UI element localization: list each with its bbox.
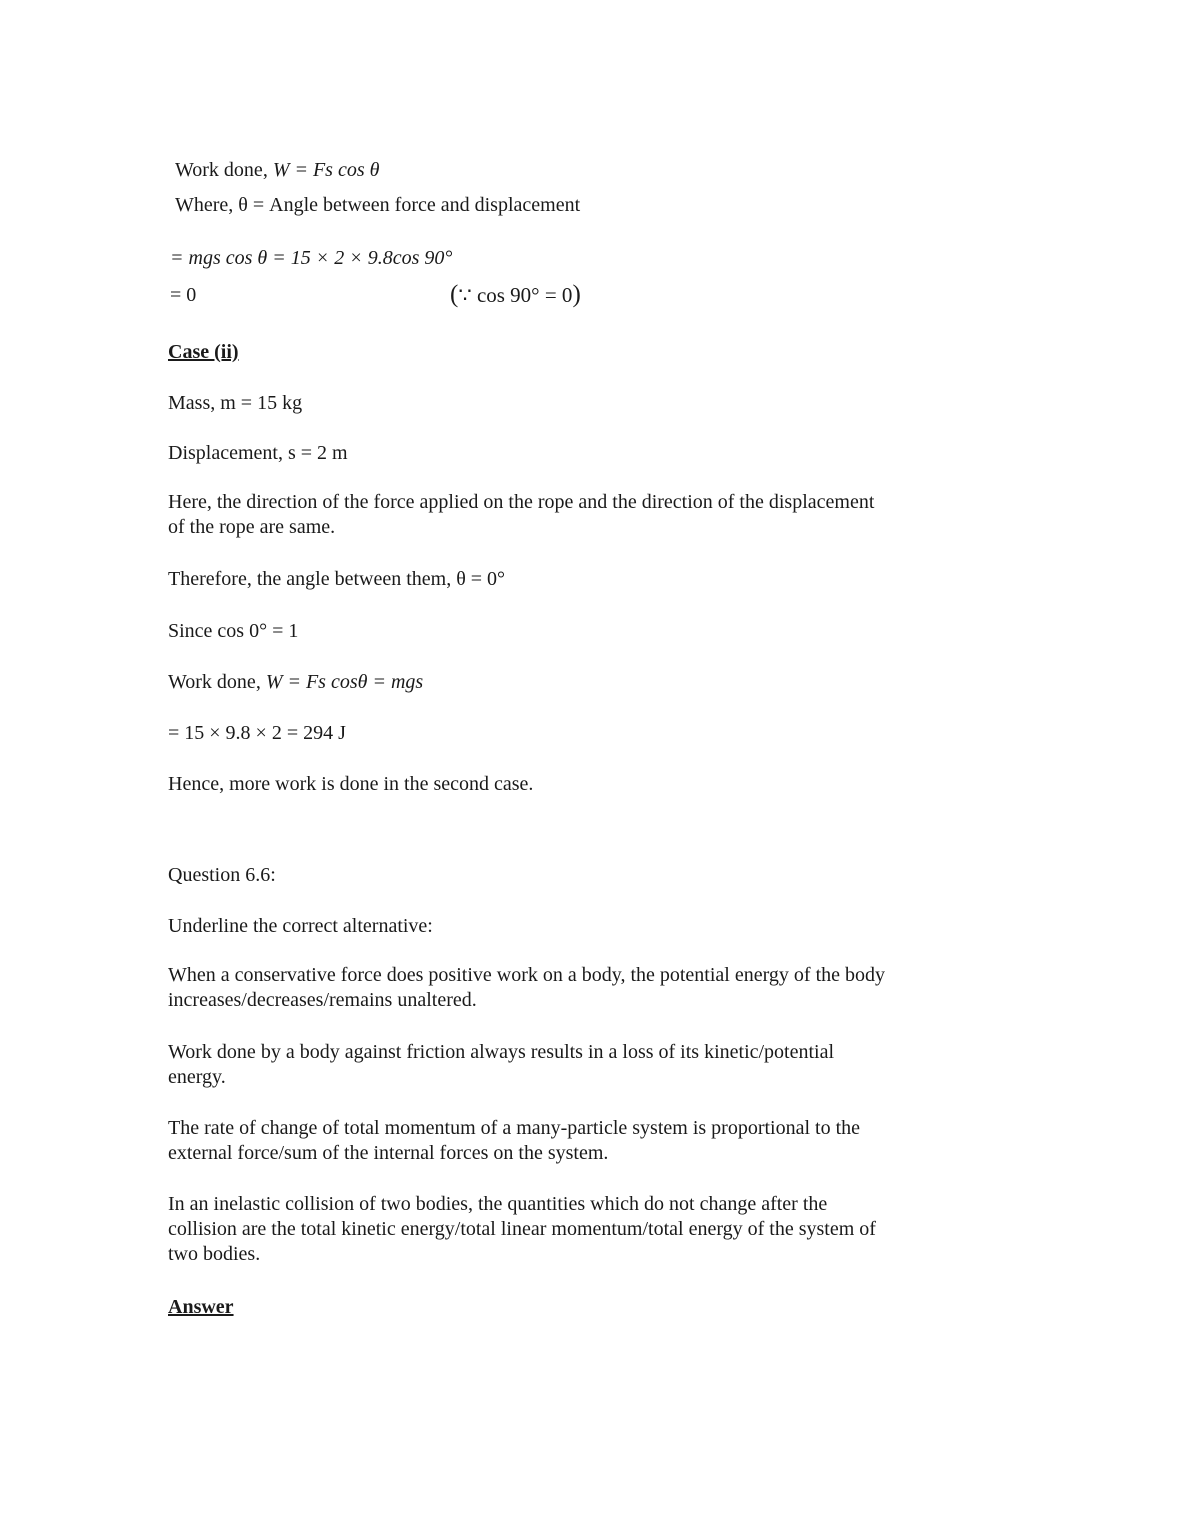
item-1-line-1: When a conservative force does positive work on a body, the potential energy of the body [168,964,886,986]
where-label: Where, [175,194,239,216]
question-item-3 [168,1116,968,1166]
item-2-line-1: Work done by a body against friction always results in a loss of its kinetic/potential [168,1041,835,1063]
angle-line: Therefore, the angle between them, θ = 0° [168,568,506,590]
calc-line-2: = 0 [170,284,197,306]
where-line [175,193,580,217]
reason-note: (∵ cos 90° = 0) [450,281,581,308]
direction-line-1: Here, the direction of the force applied on the rope and the direction of the displacement [168,491,875,513]
displacement-line: Displacement, s = 2 m [168,442,348,464]
result-line: = 15 × 9.8 × 2 = 294 J [168,722,346,744]
work-done-line [175,158,379,182]
question-title: Question 6.6: [168,864,276,886]
where-text: θ = Angle between force and displacement [238,194,581,216]
answer-heading: Answer [168,1296,234,1318]
calc-line-1: = mgs cos θ = 15 × 2 × 9.8cos 90° [170,247,453,269]
reason-text: ∵ cos 90° = 0 [458,283,573,307]
item-2-line-2: energy. [168,1066,226,1088]
direction-line-2: of the rope are same. [168,516,336,538]
work-done-formula: W = Fs cos θ [272,159,380,181]
conclusion-line: Hence, more work is done in the second case. [168,773,534,795]
item-3-line-1: The rate of change of total momentum of a many-particle system is proportional to the [168,1117,861,1139]
work-label: Work done, [168,671,266,693]
question-item-2 [168,1040,968,1090]
item-4-line-1: In an inelastic collision of two bodies, the quantities which do not change after the [168,1193,828,1215]
question-item-4 [168,1192,968,1267]
item-3-line-2: external force/sum of the internal forces on the system. [168,1142,609,1164]
question-item-1 [168,963,968,1013]
direction-paragraph [168,490,968,540]
cos-line: Since cos 0° = 1 [168,620,299,642]
work-done-label: Work done, [175,159,273,181]
work-formula: W = Fs cosθ = mgs [265,671,424,693]
item-4-line-3: two bodies. [168,1243,261,1265]
question-instruction: Underline the correct alternative: [168,915,433,937]
mass-line: Mass, m = 15 kg [168,392,303,414]
item-1-line-2: increases/decreases/remains unaltered. [168,989,477,1011]
item-4-line-2: collision are the total kinetic energy/total linear momentum/total energy of the system of [168,1218,876,1240]
work-done-case2-line [168,670,423,694]
case-ii-heading: Case (ii) [168,341,239,363]
